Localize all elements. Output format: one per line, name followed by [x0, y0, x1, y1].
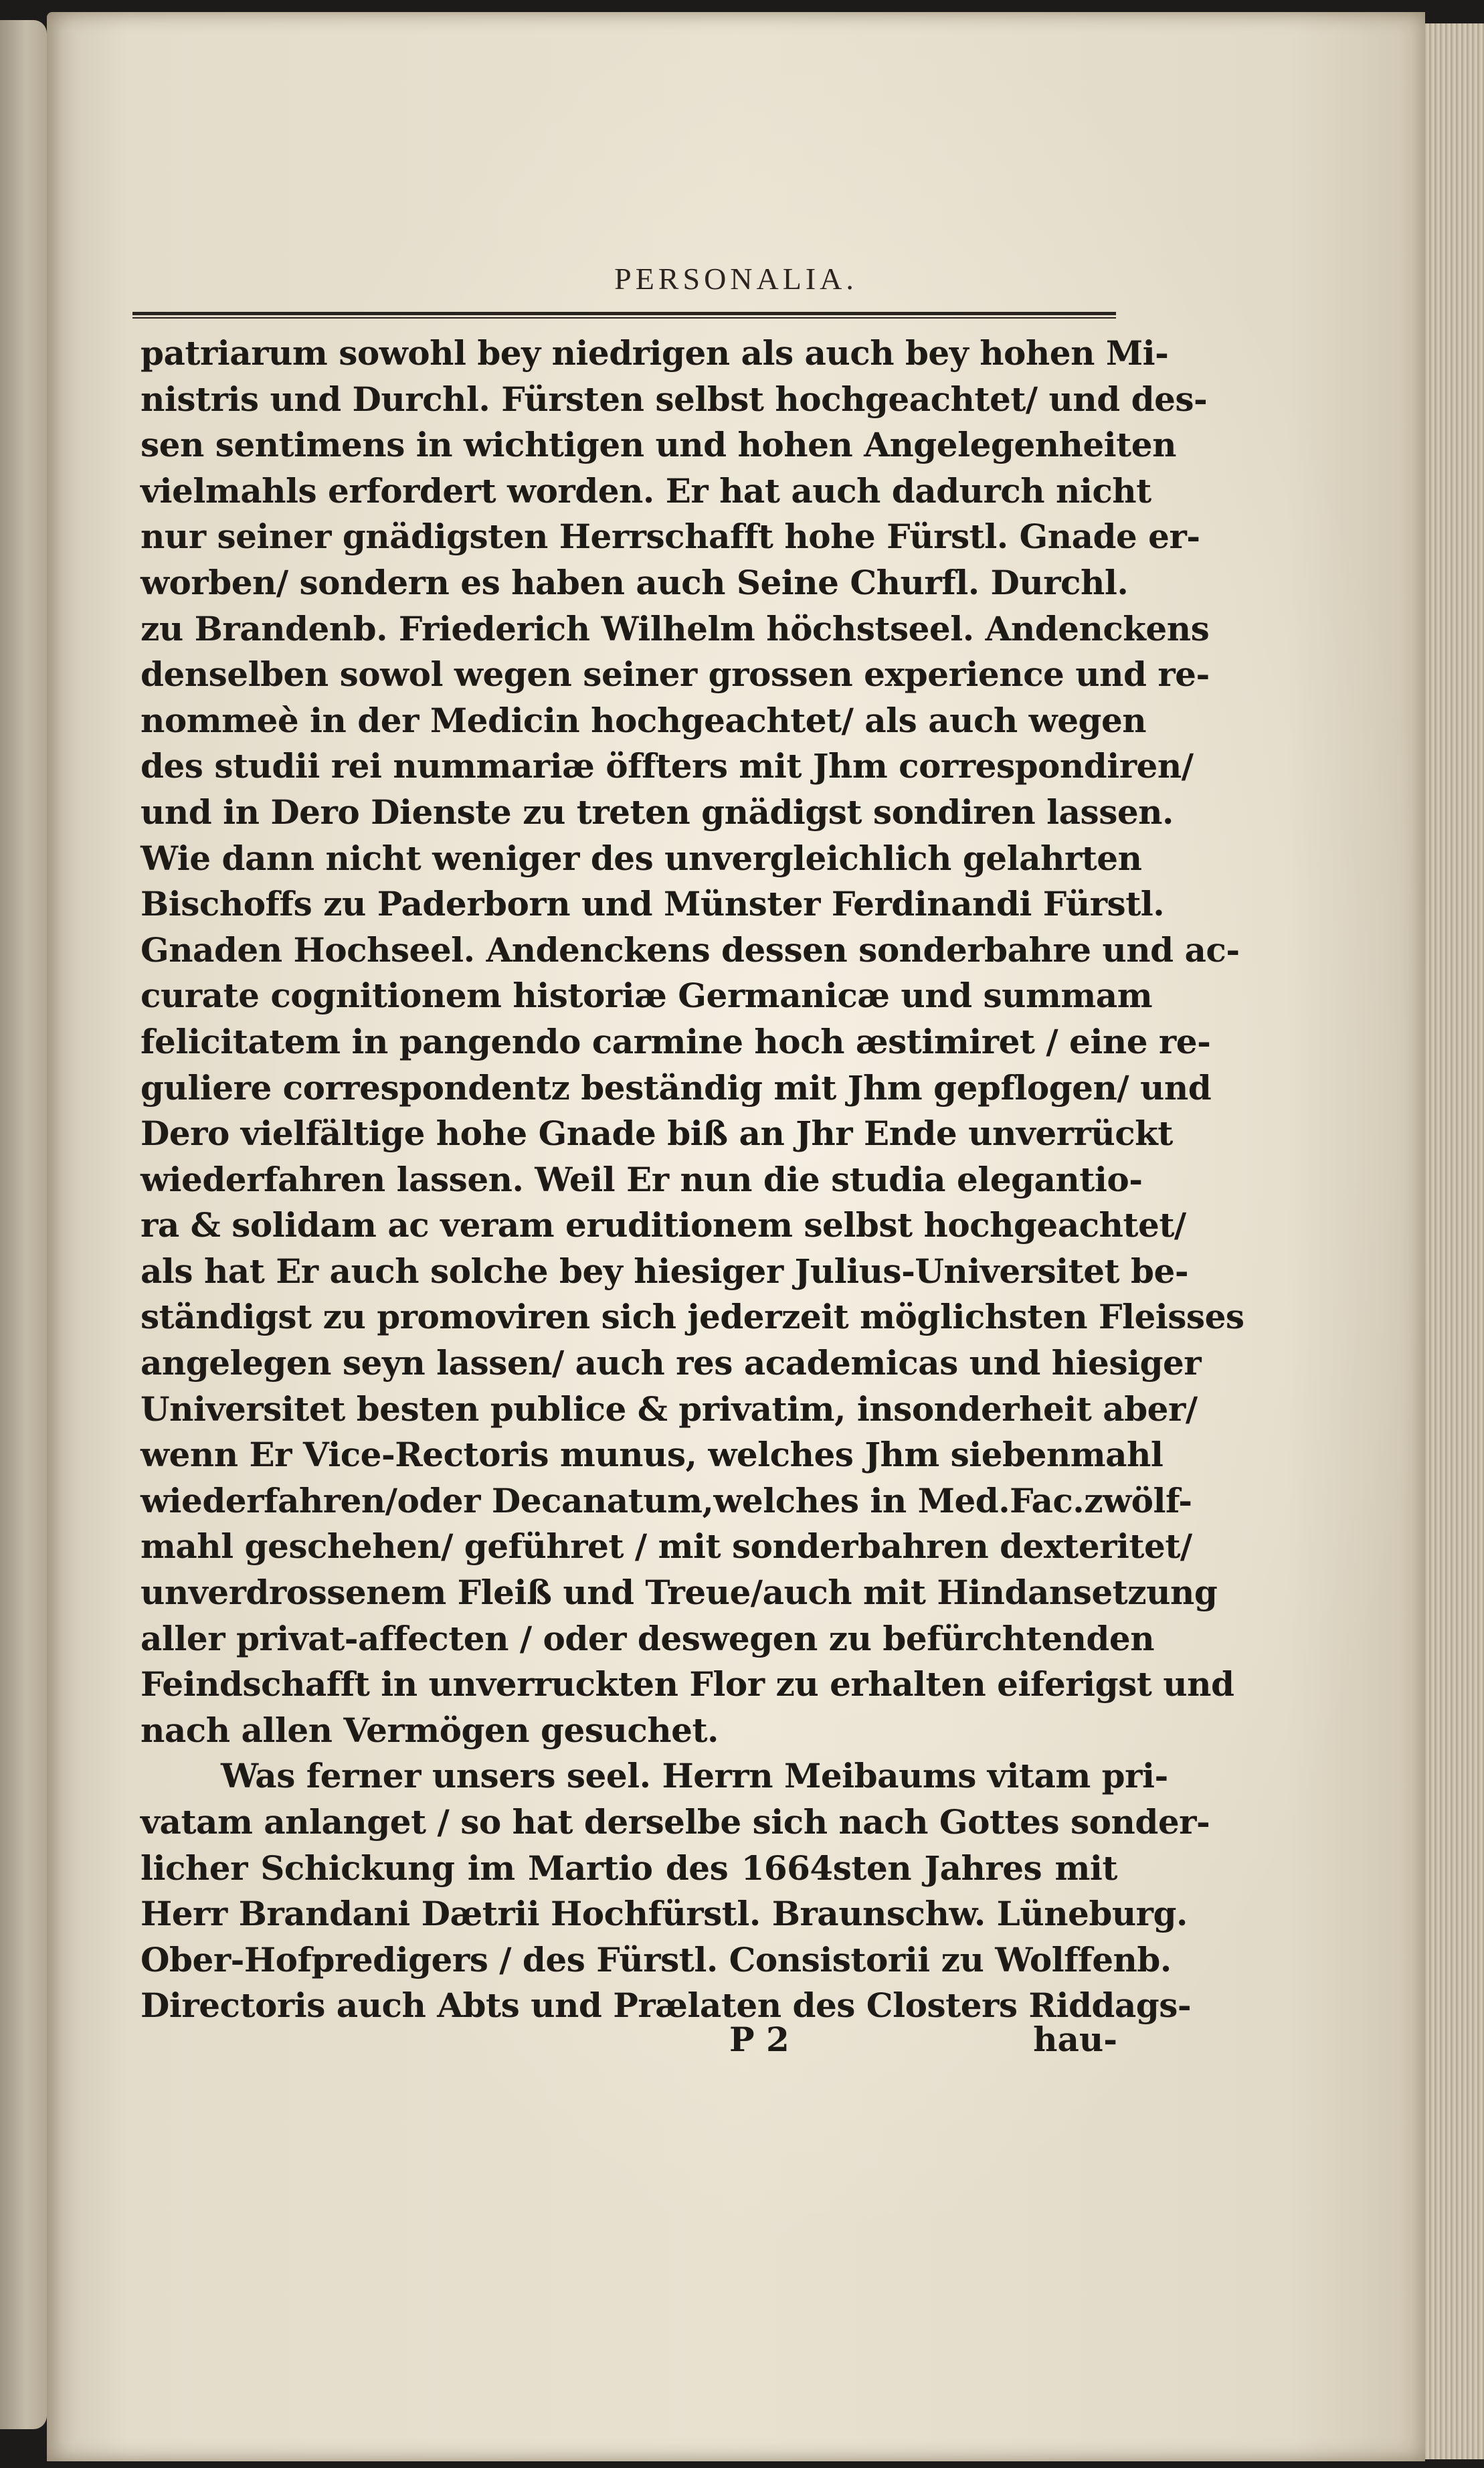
- text-line: und in Dero Dienste zu treten gnädigst sondiren lassen.: [141, 792, 1174, 832]
- text-line: Bischoffs zu Paderborn und Münster Ferdinandi Fürstl.: [141, 884, 1165, 924]
- signature-mark: P 2: [729, 2020, 790, 2059]
- text-line: curate cognitionem historiæ Germanicæ und summam: [141, 976, 1153, 1016]
- text-line: Wie dann nicht weniger des unvergleichlich gelahrten: [141, 838, 1142, 878]
- text-line: patriarum sowohl bey niedrigen als auch bey hohen Mi-: [141, 333, 1169, 373]
- text-line: unverdrossenem Fleiß und Treue/auch mit Hindansetzung: [141, 1573, 1218, 1613]
- running-head: PERSONALIA.: [614, 262, 858, 296]
- text-line: sen sentimens in wichtigen und hohen Angelegenheiten: [141, 425, 1176, 465]
- text-line: nistris und Durchl. Fürsten selbst hochgeachtet/ und des-: [141, 379, 1208, 419]
- text-line: aller privat-affecten / oder deswegen zu befürchtenden: [141, 1618, 1155, 1658]
- text-line: ständigst zu promoviren sich jederzeit möglichsten Fleisses: [141, 1297, 1244, 1337]
- text-line: ra & solidam ac veram eruditionem selbst hochgeachtet/: [141, 1205, 1186, 1245]
- header-rule: [132, 312, 1116, 319]
- text-line: nur seiner gnädigsten Herrschafft hohe Fürstl. Gnade er-: [141, 517, 1200, 557]
- text-line: vatam anlanget / so hat derselbe sich nach Gottes sonder-: [141, 1802, 1210, 1842]
- text-line: als hat Er auch solche bey hiesiger Julius-Universitet be-: [141, 1251, 1189, 1291]
- text-line: Herr Brandani Dætrii Hochfürstl. Braunschw. Lüneburg.: [141, 1894, 1188, 1934]
- text-line: Feindschafft in unverruckten Flor zu erhalten eiferigst und: [141, 1664, 1234, 1704]
- text-line: des studii rei nummariæ öffters mit Jhm correspondiren/: [141, 746, 1194, 786]
- left-page-edge: [0, 20, 47, 2429]
- text-line: Directoris auch Abts und Prælaten des Closters Riddags-: [141, 1986, 1192, 2026]
- text-line: zu Brandenb. Friederich Wilhelm höchstseel. Andenckens: [141, 608, 1210, 648]
- page-footer: [141, 2020, 1117, 2066]
- text-line: vielmahls erfordert worden. Er hat auch dadurch nicht: [141, 470, 1151, 511]
- text-line: licher Schickung im Martio des 1664sten Jahres mit: [141, 1848, 1117, 1888]
- text-line: wiederfahren/oder Decanatum,welches in Med.Fac.zwölf-: [141, 1480, 1192, 1520]
- text-line: felicitatem in pangendo carmine hoch æstimiret / eine re-: [141, 1021, 1211, 1061]
- text-line: Gnaden Hochseel. Andenckens dessen sonderbahre und ac-: [141, 930, 1240, 970]
- text-line: mahl geschehen/ geführet / mit sonderbahren dexteritet/: [141, 1526, 1192, 1567]
- text-line: wiederfahren lassen. Weil Er nun die studia elegantio-: [141, 1159, 1143, 1199]
- text-line: Dero vielfältige hohe Gnade biß an Jhr Ende unverrückt: [141, 1114, 1173, 1154]
- catchword: hau-: [1033, 2020, 1117, 2059]
- text-line: wenn Er Vice-Rectoris munus, welches Jhm siebenmahl: [141, 1435, 1164, 1475]
- text-line: Universitet besten publice & privatim, insonderheit aber/: [141, 1389, 1198, 1429]
- text-line: Ober-Hofpredigers / des Fürstl. Consistorii zu Wolffenb.: [141, 1939, 1172, 1979]
- text-line: nommeè in der Medicin hochgeachtet/ als auch wegen: [141, 700, 1147, 740]
- body-text: [141, 331, 1244, 2029]
- text-line: worben/ sondern es haben auch Seine Churfl. Durchl.: [141, 562, 1129, 602]
- paragraph-first-line: Was ferner unsers seel. Herrn Meibaums vitam pri-: [221, 1756, 1168, 1796]
- book-page: [47, 12, 1425, 2461]
- text-line: angelegen seyn lassen/ auch res academicas und hiesiger: [141, 1343, 1202, 1383]
- text-line: denselben sowol wegen seiner grossen experience und re-: [141, 654, 1210, 695]
- text-line: nach allen Vermögen gesuchet.: [141, 1710, 719, 1750]
- text-line: guliere correspondentz beständig mit Jhm gepflogen/ und: [141, 1067, 1212, 1108]
